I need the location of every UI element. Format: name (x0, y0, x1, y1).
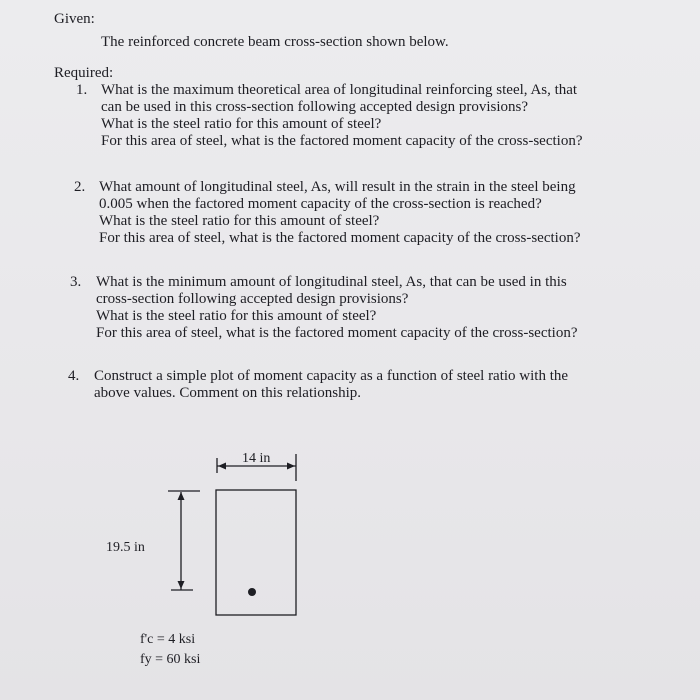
given-text: The reinforced concrete beam cross-section shown below. (101, 34, 449, 50)
item-number: 4. (68, 368, 80, 384)
steel-yield-label: fy = 60 ksi (140, 652, 201, 667)
item-line: 0.005 when the factored moment capacity of the cross-section is reached? (99, 196, 542, 212)
item-line: Construct a simple plot of moment capacity as a function of steel ratio with the (94, 368, 569, 384)
beam-outline (216, 490, 296, 615)
width-arrow-left (218, 463, 226, 470)
rebar-dot (248, 588, 256, 596)
required-heading: Required: (54, 65, 114, 81)
item-line: cross-section following accepted design provisions? (96, 291, 409, 307)
item-number: 1. (76, 82, 88, 98)
item-line: above values. Comment on this relationship. (94, 385, 362, 401)
item-number: 2. (74, 179, 86, 195)
depth-dimension-label: 19.5 in (106, 540, 145, 555)
item-number: 3. (70, 274, 82, 290)
item-line: What is the steel ratio for this amount of steel? (99, 213, 380, 229)
given-heading: Given: (54, 11, 95, 27)
item-line: What amount of longitudinal steel, As, will result in the strain in the steel being (99, 179, 576, 195)
depth-arrow-bottom (178, 581, 185, 589)
item-line: For this area of steel, what is the factored moment capacity of the cross-section? (101, 133, 583, 149)
item-line: What is the minimum amount of longitudinal steel, As, that can be used in this (96, 274, 567, 290)
item-line: What is the steel ratio for this amount of steel? (101, 116, 382, 132)
item-line: For this area of steel, what is the factored moment capacity of the cross-section? (99, 230, 581, 246)
item-line: What is the maximum theoretical area of longitudinal reinforcing steel, As, that (101, 82, 578, 98)
item-line: What is the steel ratio for this amount of steel? (96, 308, 377, 324)
item-line: For this area of steel, what is the factored moment capacity of the cross-section? (96, 325, 578, 341)
depth-arrow-top (178, 492, 185, 500)
width-arrow-right (287, 463, 295, 470)
concrete-strength-label: f'c = 4 ksi (140, 632, 196, 647)
width-dimension-label: 14 in (242, 451, 271, 466)
item-line: can be used in this cross-section following accepted design provisions? (101, 99, 528, 115)
